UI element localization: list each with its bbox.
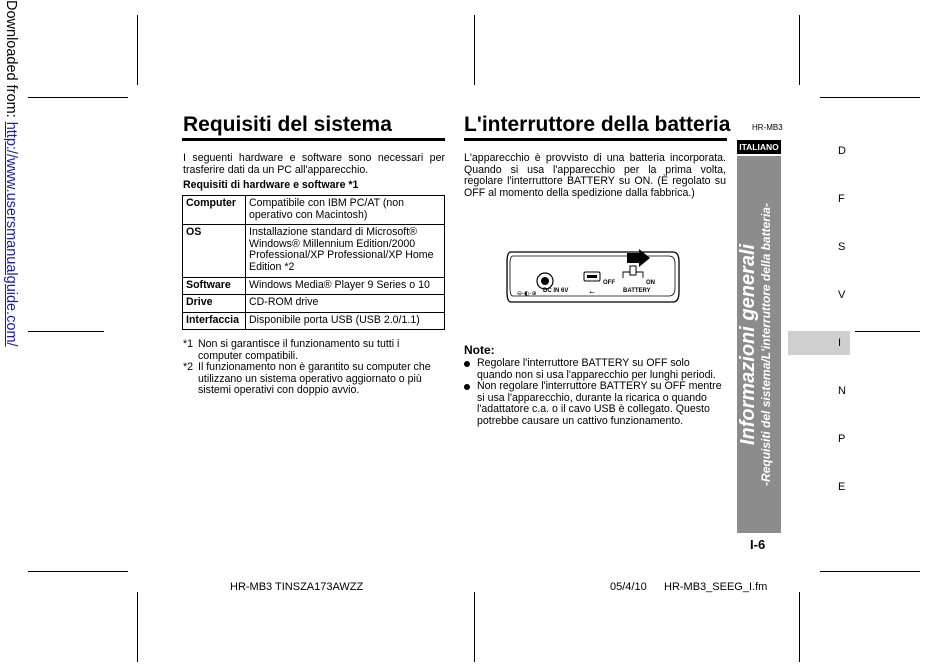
table-key: Computer (183, 196, 246, 225)
footnote (183, 362, 445, 397)
note-text: Regolare l'interruttore BATTERY su OFF solo quando non si usa l'apparecchio per lunghi periodi. (477, 357, 716, 381)
language-badge: ITALIANO (737, 140, 781, 154)
battery-intro: L'apparecchio è provvisto di una batteria incorporata. Quando si usa l'apparecchio per la prima volta, regolare l'interruttore BATTERY su ON. (È regolato su OFF al momento della spedizione dalla fabbrica.) (464, 152, 726, 199)
crop-mark (820, 97, 920, 98)
section-title-requirements: Requisiti del sistema (183, 113, 392, 136)
footnote-mark: *2 (183, 361, 194, 374)
svg-text:⊖-◐-⊕: ⊖-◐-⊕ (517, 290, 537, 297)
footer-date: 05/4/10 (610, 581, 647, 593)
language-tab-v[interactable]: V (838, 289, 846, 301)
switch-on-label: ON (646, 280, 655, 286)
footer-code: HR-MB3 TINSZA173AWZZ (230, 581, 364, 593)
band-title: Informazioni generali (737, 243, 759, 446)
crop-mark (28, 97, 128, 98)
crop-mark (137, 15, 138, 85)
footnote-mark: *1 (183, 338, 194, 350)
crop-mark (820, 571, 920, 572)
dc-in-label: DC IN 6V (543, 288, 569, 294)
table-key: Interfaccia (183, 312, 246, 330)
battery-switch-icon (630, 266, 636, 275)
title-rule (464, 138, 727, 141)
download-prefix: Downloaded from: (3, 0, 19, 122)
device-drawing (505, 248, 680, 306)
table-value: Installazione standard di Microsoft® Windows® Millennium Edition/2000 Professional/XP Professional/XP Home Edition *2 (246, 225, 445, 277)
table-value: Compatibile con IBM PC/AT (non operativo con Macintosh) (246, 196, 445, 225)
crop-mark (137, 592, 138, 662)
section-title-battery-switch: L'interruttore della batteria (464, 113, 731, 136)
requirements-table (182, 195, 445, 330)
language-tab-s[interactable]: S (838, 241, 846, 253)
device-illustration (505, 248, 680, 306)
switch-off-label: OFF (603, 280, 615, 286)
crop-mark (28, 331, 104, 332)
footer-file: HR-MB3_SEEG_I.fm (664, 581, 768, 593)
table-key: OS (183, 225, 246, 277)
table-value: Windows Media® Player 9 Series o 10 (246, 277, 445, 295)
crop-mark (474, 592, 475, 662)
language-tab-p[interactable]: P (838, 433, 846, 445)
crop-mark (855, 331, 920, 332)
crop-mark (799, 592, 800, 662)
footnote-text: Il funzionamento non è garantito su computer che utilizzano un sistema operativo aggiornato o più sistemi operativi con doppio avvio. (198, 361, 431, 397)
download-source[interactable] (0, 0, 19, 347)
footnote-text: Non si garantisce il funzionamento su tutti i computer compatibili. (198, 338, 400, 362)
table-value: Disponibile porta USB (USB 2.0/1.1) (246, 312, 445, 330)
language-tab-d[interactable]: D (838, 145, 846, 157)
table-row (183, 277, 445, 295)
section-band (737, 156, 781, 533)
table-key: Software (183, 277, 246, 295)
page-number: I-6 (750, 537, 766, 552)
download-url[interactable]: http://www.usersmanualguide.com/ (3, 121, 19, 347)
svg-text:⭠: ⭠ (589, 288, 595, 296)
notes-list (464, 358, 726, 428)
bullet-icon (464, 381, 477, 427)
footnote (183, 339, 445, 362)
requirements-intro: I seguenti hardware e software sono necessari per trasferire dati da un PC all'apparecchio. (183, 152, 445, 176)
list-item (464, 381, 726, 427)
table-key: Drive (183, 295, 246, 313)
note-text: Non regolare l'interruttore BATTERY su OFF mentre si usa l'apparecchio, durante la ricarica o quando l'adattatore c.a. o il cavo USB è collegato. Questo potrebbe causare un cattivo funzionamento. (477, 380, 722, 427)
table-row (183, 312, 445, 330)
table-row (183, 196, 445, 225)
language-tab-f[interactable]: F (838, 193, 845, 205)
crop-mark (28, 571, 128, 572)
title-rule (182, 138, 445, 141)
language-tab-n[interactable]: N (838, 385, 846, 397)
language-tab-i[interactable]: I (838, 337, 842, 349)
crop-mark (799, 15, 800, 85)
table-row (183, 295, 445, 313)
list-item (464, 358, 726, 381)
model-tag: HR-MB3 (752, 123, 783, 132)
crop-mark (474, 15, 475, 85)
notes-title: Note: (464, 343, 495, 357)
table-row (183, 225, 445, 277)
bullet-icon (464, 358, 477, 381)
battery-label: BATTERY (623, 288, 651, 294)
band-subtitle: -Requisiti del sistema/L'interruttore della batteria- (759, 203, 773, 486)
footnotes (183, 339, 445, 397)
language-tab-e[interactable]: E (838, 481, 846, 493)
requirements-heading-text: Requisiti di hardware e software *1 (183, 179, 359, 191)
requirements-heading (183, 180, 358, 192)
table-value: CD-ROM drive (246, 295, 445, 313)
